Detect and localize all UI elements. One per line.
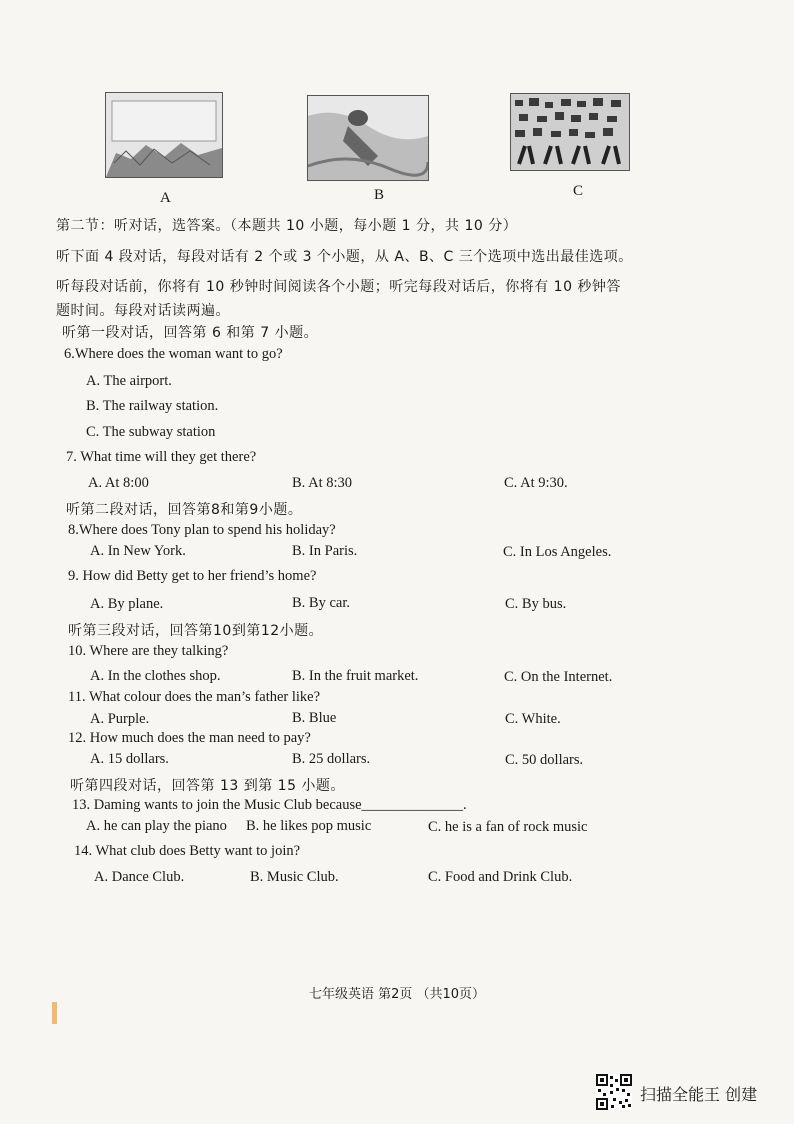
question-6-option-a: A. The airport. (86, 373, 172, 389)
scanner-watermark-text: 扫描全能王 创建 (640, 1085, 758, 1104)
picture-b-image (308, 96, 428, 180)
page-footer: 七年级英语 第2页 （共10页） (308, 987, 486, 1002)
qr-code-icon (596, 1074, 632, 1110)
dialog-2-instruction: 听第二段对话，回答第8和第9小题。 (66, 502, 303, 518)
question-7-option-a: A. At 8:00 (88, 475, 149, 491)
question-9-stem: 9. How did Betty get to her friend’s home? (68, 568, 317, 584)
question-7-option-b: B. At 8:30 (292, 475, 353, 491)
picture-b-label: B (374, 187, 385, 203)
section-instruction-1: 听下面 4 段对话，每段对话有 2 个或 3 个小题，从 A、B、C 三个选项中选出最佳选项。 (56, 249, 633, 265)
picture-c-image (511, 94, 629, 170)
picture-a-label: A (160, 190, 171, 206)
question-7-stem: 7. What time will they get there? (66, 449, 257, 465)
question-10-option-b: B. In the fruit market. (292, 668, 419, 684)
question-9-option-c: C. By bus. (505, 596, 567, 612)
dialog-3-instruction: 听第三段对话，回答第10到第12小题。 (68, 623, 324, 639)
question-7-option-c: C. At 9:30. (504, 475, 568, 491)
section-instruction-3: 题时间。每段对话读两遍。 (56, 303, 230, 319)
question-8-option-b: B. In Paris. (292, 543, 358, 559)
question-8-option-c: C. In Los Angeles. (503, 544, 612, 560)
question-12-option-a: A. 15 dollars. (90, 751, 169, 767)
question-14-option-a: A. Dance Club. (94, 869, 185, 885)
question-9-option-b: B. By car. (292, 595, 350, 611)
question-11-option-b: B. Blue (292, 710, 337, 726)
question-13-option-c: C. he is a fan of rock music (428, 819, 588, 835)
question-12-option-c: C. 50 dollars. (505, 752, 584, 768)
question-10-option-a: A. In the clothes shop. (90, 668, 221, 684)
question-6-stem: 6.Where does the woman want to go? (64, 346, 283, 362)
question-6-option-c: C. The subway station (86, 424, 216, 440)
question-13-option-a: A. he can play the piano (86, 818, 227, 834)
question-13-option-b: B. he likes pop music (246, 818, 372, 834)
question-13-stem: 13. Daming wants to join the Music Club because______________. (72, 797, 467, 813)
section-instruction-2: 听每段对话前，你将有 10 秒钟时间阅读各个小题；听完每段对话后，你将有 10 秒钟答 (56, 279, 621, 295)
question-14-stem: 14. What club does Betty want to join? (74, 843, 301, 859)
picture-a (105, 92, 223, 178)
question-11-option-a: A. Purple. (90, 711, 150, 727)
picture-c (510, 93, 630, 171)
question-8-option-a: A. In New York. (90, 543, 186, 559)
question-10-stem: 10. Where are they talking? (68, 643, 229, 659)
scan-smudge (52, 1002, 57, 1024)
picture-c-label: C (573, 183, 584, 199)
dialog-4-instruction: 听第四段对话，回答第 13 到第 15 小题。 (70, 778, 345, 794)
question-8-stem: 8.Where does Tony plan to spend his holiday? (68, 522, 336, 538)
question-11-stem: 11. What colour does the man’s father like? (68, 689, 321, 705)
question-11-option-c: C. White. (505, 711, 561, 727)
question-6-option-b: B. The railway station. (86, 398, 219, 414)
question-10-option-c: C. On the Internet. (504, 669, 613, 685)
section-heading: 第二节：听对话，选答案。（本题共 10 小题，每小题 1 分，共 10 分） (56, 218, 518, 234)
question-12-option-b: B. 25 dollars. (292, 751, 371, 767)
question-14-option-b: B. Music Club. (250, 869, 339, 885)
picture-b (307, 95, 429, 181)
question-12-stem: 12. How much does the man need to pay? (68, 730, 311, 746)
question-14-option-c: C. Food and Drink Club. (428, 869, 573, 885)
question-9-option-a: A. By plane. (90, 596, 164, 612)
picture-a-image (106, 93, 222, 177)
dialog-1-instruction: 听第一段对话，回答第 6 和第 7 小题。 (62, 325, 319, 341)
